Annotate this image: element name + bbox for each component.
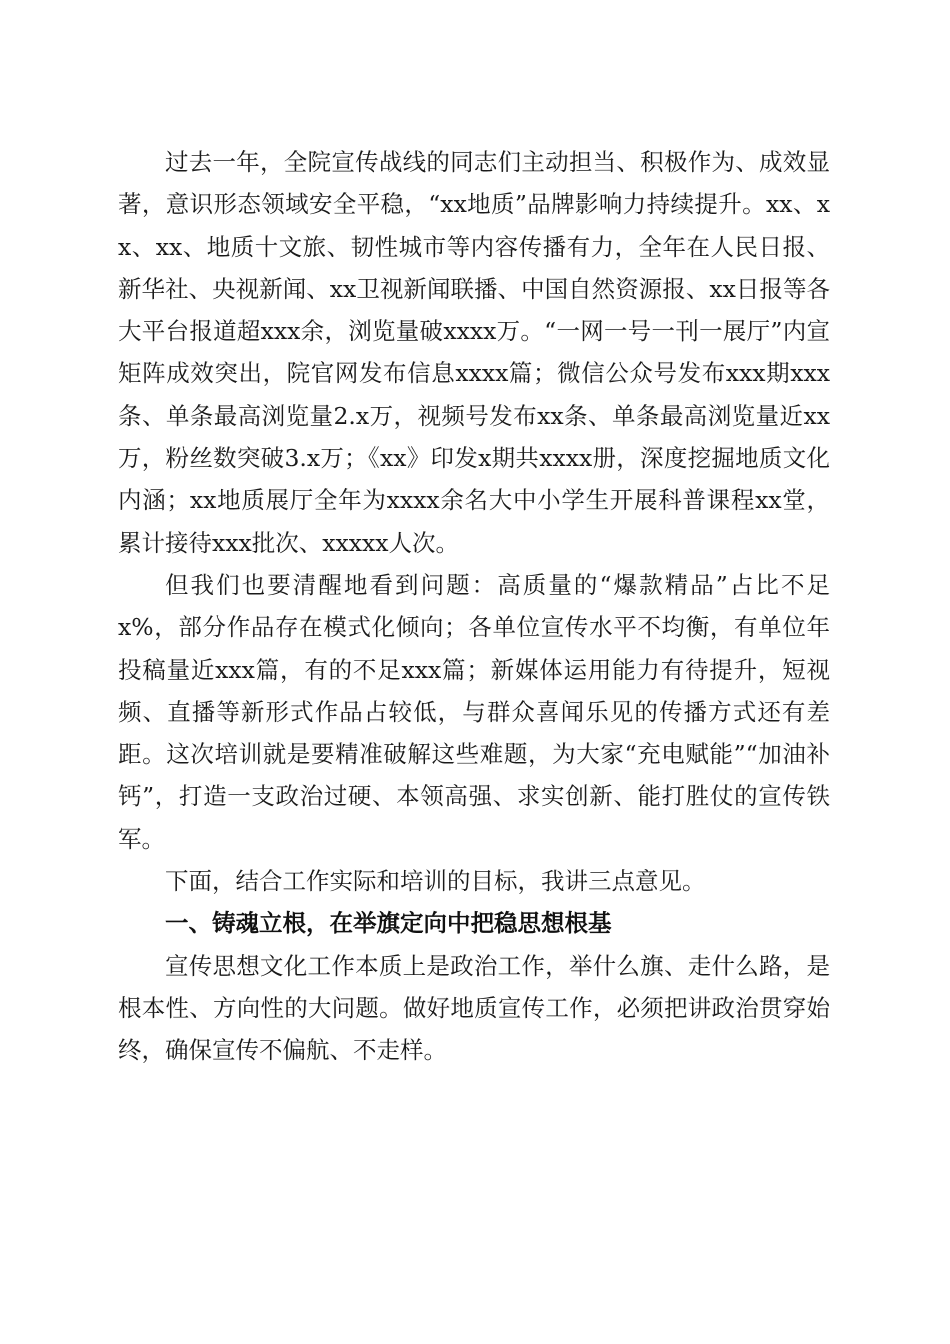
document-body bbox=[118, 141, 830, 1072]
section-heading-1: 一、铸魂立根，在举旗定向中把稳思想根基 bbox=[165, 909, 612, 938]
paragraph-problems: 但我们也要清醒地看到问题：高质量的“爆款精品”占比不足x%，部分作品存在模式化倾向；各单位宣传水平不均衡，有单位年投稿量近xxx篇，有的不足xxx篇；新媒体运用能力有待提升，短视频、直播等新形式作品占较低，与群众喜闻乐见的传播方式还有差距。这次培训就是要精准破解这些难题，为大家“充电赋能”“加油补钙”，打造一支政治过硬、本领高强、求实创新、能打胜仗的宣传铁军。 bbox=[118, 570, 830, 853]
paragraph-transition: 下面，结合工作实际和培训的目标，我讲三点意见。 bbox=[165, 867, 706, 896]
paragraph-section-1: 宣传思想文化工作本质上是政治工作，举什么旗、走什么路，是根本性、方向性的大问题。做好地质宣传工作，必须把讲政治贯穿始终，确保宣传不偏航、不走样。 bbox=[118, 951, 830, 1065]
paragraph-achievements: 过去一年，全院宣传战线的同志们主动担当、积极作为、成效显著，意识形态领域安全平稳，“xx地质”品牌影响力持续提升。xx、xx、xx、地质十文旅、韧性城市等内容传播有力，全年在人民日报、新华社、央视新闻、xx卫视新闻联播、中国自然资源报、xx日报等各大平台报道超xxx余，浏览量破xxxx万。“一网一号一刊一展厅”内宣矩阵成效突出，院官网发布信息xxxx篇；微信公众号发布xxx期xxx条、单条最高浏览量2.x万，视频号发布xx条、单条最高浏览量近xx万，粉丝数突破3.x万；《xx》印发x期共xxxx册，深度挖掘地质文化内涵；xx地质展厅全年为xxxx余名大中小学生开展科普课程xx堂，累计接待xxx批次、xxxxx人次。 bbox=[118, 148, 830, 557]
